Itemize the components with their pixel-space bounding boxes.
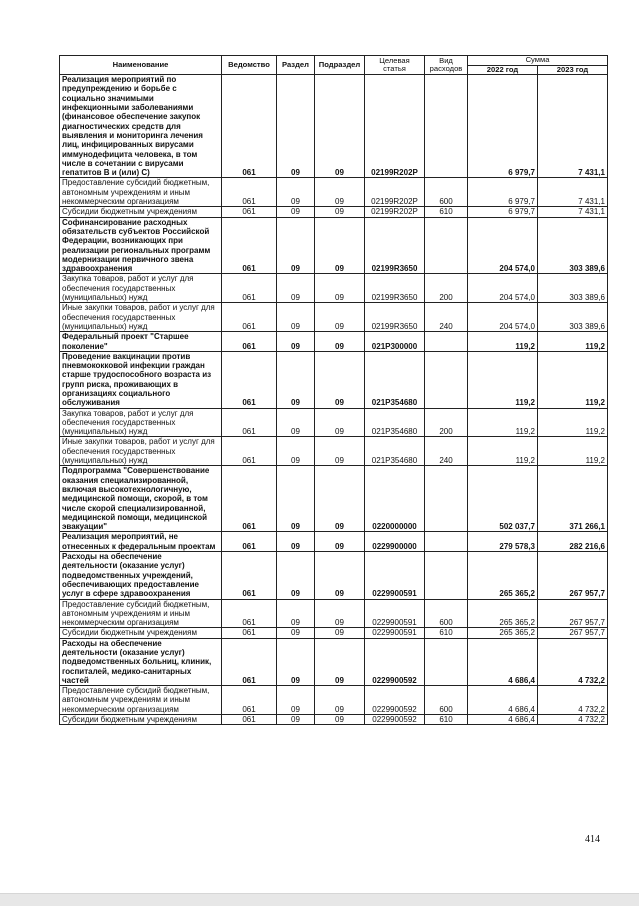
header-razdel: Раздел: [277, 56, 315, 75]
page-number: 414: [585, 834, 600, 845]
row-name: Расходы на обеспечение деятельности (оказание услуг) подведомственных больниц, клиник, госпиталей, медико-санитарных частей: [60, 638, 222, 685]
row-sum-2022: 502 037,7: [468, 466, 538, 532]
row-name: Иные закупки товаров, работ и услуг для обеспечения государственных (муниципальных) нужд: [60, 303, 222, 332]
row-sum-2022: 119,2: [468, 437, 538, 466]
row-razdel: 09: [277, 715, 315, 725]
row-name: Подпрограмма "Совершенствование оказания специализированной, включая высокотехнологичную, медицинской помощи, скорой, в том числе скорой специализированной, медицинской помощи, медицинской эвакуации": [60, 466, 222, 532]
row-razdel: 09: [277, 303, 315, 332]
row-vedomstvo: 061: [222, 715, 277, 725]
row-razdel: 09: [277, 628, 315, 638]
table-row: [60, 217, 608, 274]
row-target: 02199R3650: [365, 274, 425, 303]
row-vedomstvo: 061: [222, 532, 277, 552]
row-razdel: 09: [277, 75, 315, 178]
row-sum-2023: 267 957,7: [538, 552, 608, 599]
header-vedomstvo: Ведомство: [222, 56, 277, 75]
row-vid: [425, 552, 468, 599]
row-target: 02199R202P: [365, 178, 425, 207]
table-row: [60, 686, 608, 715]
table-row: [60, 75, 608, 178]
row-podrazdel: 09: [315, 715, 365, 725]
row-sum-2022: 265 365,2: [468, 628, 538, 638]
row-vid: 240: [425, 437, 468, 466]
row-target: 0229900591: [365, 628, 425, 638]
row-podrazdel: 09: [315, 552, 365, 599]
row-podrazdel: 09: [315, 274, 365, 303]
row-name: Предоставление субсидий бюджетным, автономным учреждениям и иным некоммерческим организациям: [60, 178, 222, 207]
row-target: 02199R3650: [365, 217, 425, 274]
row-razdel: 09: [277, 466, 315, 532]
row-sum-2023: 4 732,2: [538, 686, 608, 715]
table-body: [60, 75, 608, 725]
row-sum-2022: 4 686,4: [468, 638, 538, 685]
table-row: [60, 715, 608, 725]
table-row: [60, 408, 608, 437]
header-2023: 2023 год: [538, 65, 608, 75]
row-target: 0229900592: [365, 686, 425, 715]
row-target: 0229900591: [365, 599, 425, 628]
row-sum-2023: 303 389,6: [538, 303, 608, 332]
row-target: 021P354680: [365, 437, 425, 466]
row-name: Софинансирование расходных обязательств субъектов Российской Федерации, возникающих при реализации региональных программ модернизации первичного звена здравоохранения: [60, 217, 222, 274]
viewer-bottom-bar: [0, 893, 639, 906]
row-target: 0229900592: [365, 715, 425, 725]
row-razdel: 09: [277, 532, 315, 552]
row-razdel: 09: [277, 217, 315, 274]
header-summa: Сумма: [468, 56, 608, 66]
table-row: [60, 466, 608, 532]
row-vedomstvo: 061: [222, 599, 277, 628]
table-header: [60, 56, 608, 75]
header-podrazdel: Подраздел: [315, 56, 365, 75]
row-vid: 600: [425, 599, 468, 628]
row-podrazdel: 09: [315, 532, 365, 552]
row-vedomstvo: 061: [222, 552, 277, 599]
row-vedomstvo: 061: [222, 178, 277, 207]
row-sum-2022: 6 979,7: [468, 178, 538, 207]
row-vid: [425, 75, 468, 178]
row-name: Субсидии бюджетным учреждениям: [60, 628, 222, 638]
row-name: Предоставление субсидий бюджетным, автономным учреждениям и иным некоммерческим организациям: [60, 686, 222, 715]
table-row: [60, 638, 608, 685]
row-target: 021P300000: [365, 332, 425, 352]
row-vedomstvo: 061: [222, 351, 277, 408]
row-sum-2023: 303 389,6: [538, 217, 608, 274]
row-vedomstvo: 061: [222, 217, 277, 274]
table-row: [60, 628, 608, 638]
row-name: Иные закупки товаров, работ и услуг для обеспечения государственных (муниципальных) нужд: [60, 437, 222, 466]
row-podrazdel: 09: [315, 217, 365, 274]
row-target: 021P354680: [365, 408, 425, 437]
row-target: 0220000000: [365, 466, 425, 532]
row-razdel: 09: [277, 552, 315, 599]
row-razdel: 09: [277, 686, 315, 715]
table-row: [60, 351, 608, 408]
row-vid: 200: [425, 408, 468, 437]
row-razdel: 09: [277, 207, 315, 217]
row-podrazdel: 09: [315, 686, 365, 715]
budget-table: [59, 55, 608, 725]
row-sum-2023: 303 389,6: [538, 274, 608, 303]
row-vedomstvo: 061: [222, 686, 277, 715]
header-name: Наименование: [60, 56, 222, 75]
row-podrazdel: 09: [315, 351, 365, 408]
row-razdel: 09: [277, 599, 315, 628]
row-podrazdel: 09: [315, 638, 365, 685]
row-sum-2022: 204 574,0: [468, 217, 538, 274]
table-row: [60, 599, 608, 628]
row-name: Проведение вакцинации против пневмококковой инфекции граждан старше трудоспособного возраста из групп риска, проживающих в организациях социального обслуживания: [60, 351, 222, 408]
row-razdel: 09: [277, 274, 315, 303]
row-sum-2023: 371 266,1: [538, 466, 608, 532]
row-podrazdel: 09: [315, 599, 365, 628]
row-sum-2022: 279 578,3: [468, 532, 538, 552]
row-target: 0229900592: [365, 638, 425, 685]
row-razdel: 09: [277, 437, 315, 466]
row-sum-2022: 204 574,0: [468, 274, 538, 303]
row-name: Реализация мероприятий, не отнесенных к федеральным проектам: [60, 532, 222, 552]
row-vid: [425, 466, 468, 532]
row-sum-2022: 4 686,4: [468, 686, 538, 715]
row-razdel: 09: [277, 351, 315, 408]
row-razdel: 09: [277, 178, 315, 207]
table-row: [60, 552, 608, 599]
row-vid: 200: [425, 274, 468, 303]
row-sum-2023: 119,2: [538, 437, 608, 466]
row-podrazdel: 09: [315, 75, 365, 178]
header-vid: Вид расходов: [425, 56, 468, 75]
row-vedomstvo: 061: [222, 437, 277, 466]
table-row: [60, 207, 608, 217]
row-vid: [425, 332, 468, 352]
row-target: 02199R3650: [365, 303, 425, 332]
table-row: [60, 437, 608, 466]
row-sum-2023: 4 732,2: [538, 715, 608, 725]
row-podrazdel: 09: [315, 408, 365, 437]
row-vid: 610: [425, 207, 468, 217]
table-row: [60, 532, 608, 552]
row-vedomstvo: 061: [222, 75, 277, 178]
row-sum-2023: 7 431,1: [538, 207, 608, 217]
row-podrazdel: 09: [315, 207, 365, 217]
row-name: Закупка товаров, работ и услуг для обеспечения государственных (муниципальных) нужд: [60, 274, 222, 303]
row-sum-2022: 204 574,0: [468, 303, 538, 332]
row-podrazdel: 09: [315, 332, 365, 352]
row-sum-2023: 7 431,1: [538, 178, 608, 207]
row-podrazdel: 09: [315, 466, 365, 532]
row-sum-2023: 119,2: [538, 351, 608, 408]
row-vedomstvo: 061: [222, 332, 277, 352]
row-vedomstvo: 061: [222, 466, 277, 532]
row-sum-2023: 119,2: [538, 408, 608, 437]
row-razdel: 09: [277, 332, 315, 352]
row-sum-2023: 267 957,7: [538, 599, 608, 628]
row-vedomstvo: 061: [222, 207, 277, 217]
row-podrazdel: 09: [315, 628, 365, 638]
row-target: 02199R202P: [365, 75, 425, 178]
row-name: Расходы на обеспечение деятельности (оказание услуг) подведомственных учреждений, обеспечивающих предоставление услуг в сфере здравоохранения: [60, 552, 222, 599]
row-vid: 600: [425, 686, 468, 715]
table-row: [60, 332, 608, 352]
row-target: 02199R202P: [365, 207, 425, 217]
row-vid: 610: [425, 715, 468, 725]
row-sum-2023: 282 216,6: [538, 532, 608, 552]
row-sum-2023: 4 732,2: [538, 638, 608, 685]
row-sum-2022: 119,2: [468, 408, 538, 437]
row-vid: [425, 638, 468, 685]
row-vid: [425, 532, 468, 552]
row-vid: 610: [425, 628, 468, 638]
row-vid: [425, 351, 468, 408]
row-sum-2022: 119,2: [468, 332, 538, 352]
header-2022: 2022 год: [468, 65, 538, 75]
row-podrazdel: 09: [315, 437, 365, 466]
row-target: 0229900591: [365, 552, 425, 599]
row-podrazdel: 09: [315, 303, 365, 332]
row-sum-2022: 6 979,7: [468, 207, 538, 217]
row-sum-2022: 119,2: [468, 351, 538, 408]
row-sum-2023: 267 957,7: [538, 628, 608, 638]
row-vid: 600: [425, 178, 468, 207]
row-vid: [425, 217, 468, 274]
row-name: Предоставление субсидий бюджетным, автономным учреждениям и иным некоммерческим организациям: [60, 599, 222, 628]
row-podrazdel: 09: [315, 178, 365, 207]
row-name: Закупка товаров, работ и услуг для обеспечения государственных (муниципальных) нужд: [60, 408, 222, 437]
row-vedomstvo: 061: [222, 274, 277, 303]
row-razdel: 09: [277, 408, 315, 437]
table-row: [60, 178, 608, 207]
row-vid: 240: [425, 303, 468, 332]
table-row: [60, 303, 608, 332]
row-sum-2023: 119,2: [538, 332, 608, 352]
row-target: 0229900000: [365, 532, 425, 552]
row-name: Реализация мероприятий по предупреждению и борьбе с социально значимыми инфекционными заболеваниями (финансовое обеспечение закупок диагностических средств для выявления и мониторинга лечения лиц, инфицированных вирусами иммунодефицита человека, в том числе в сочетании с вирусами гепатитов B и (или) C): [60, 75, 222, 178]
row-sum-2022: 4 686,4: [468, 715, 538, 725]
row-sum-2022: 6 979,7: [468, 75, 538, 178]
row-vedomstvo: 061: [222, 303, 277, 332]
row-name: Федеральный проект "Старшее поколение": [60, 332, 222, 352]
row-name: Субсидии бюджетным учреждениям: [60, 715, 222, 725]
row-sum-2023: 7 431,1: [538, 75, 608, 178]
row-sum-2022: 265 365,2: [468, 552, 538, 599]
header-target: Целевая статья: [365, 56, 425, 75]
row-razdel: 09: [277, 638, 315, 685]
row-target: 021P354680: [365, 351, 425, 408]
row-vedomstvo: 061: [222, 638, 277, 685]
table-row: [60, 274, 608, 303]
row-vedomstvo: 061: [222, 408, 277, 437]
row-name: Субсидии бюджетным учреждениям: [60, 207, 222, 217]
row-sum-2022: 265 365,2: [468, 599, 538, 628]
row-vedomstvo: 061: [222, 628, 277, 638]
